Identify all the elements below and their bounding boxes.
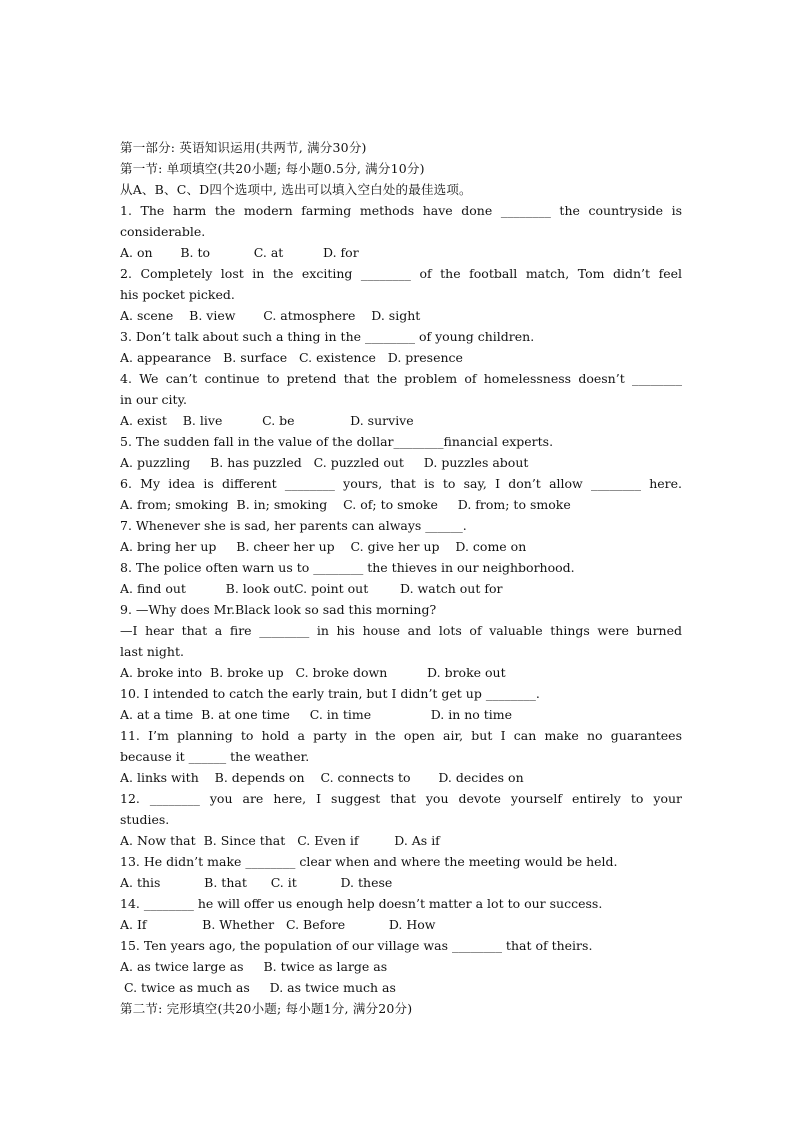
question-6-text: 6. My idea is different ________ yours, that is to say, I don’t allow ________ here. — [120, 476, 682, 491]
question-2-text-cont: his pocket picked. — [120, 287, 235, 302]
question-11-text-cont: because it ______ the weather. — [120, 749, 310, 764]
question-3-text: 3. Don’t talk about such a thing in the ________ of young children. — [120, 329, 535, 344]
part-one-heading: 第一部分: 英语知识运用(共两节, 满分30分) — [120, 140, 367, 155]
question-15-text: 15. Ten years ago, the population of our village was ________ that of theirs. — [120, 938, 593, 953]
question-8-options: A. find out B. look outC. point out D. watch out for — [120, 581, 503, 596]
question-10-text: 10. I intended to catch the early train, but I didn’t get up ________. — [120, 686, 540, 701]
question-9-text-cont: —I hear that a fire ________ in his house and lots of valuable things were burned — [120, 623, 682, 638]
question-1-text: 1. The harm the modern farming methods have done ________ the countryside is — [120, 203, 682, 218]
question-5-options: A. puzzling B. has puzzled C. puzzled out D. puzzles about — [120, 455, 529, 470]
question-7-text: 7. Whenever she is sad, her parents can always ______. — [120, 518, 467, 533]
question-11-options: A. links with B. depends on C. connects to D. decides on — [120, 770, 524, 785]
question-15-options: A. as twice large as B. twice as large as — [120, 959, 388, 974]
question-12-text-cont: studies. — [120, 812, 170, 827]
question-11-text: 11. I’m planning to hold a party in the open air, but I can make no guarantees — [120, 728, 682, 743]
question-1-options: A. on B. to C. at D. for — [120, 245, 359, 260]
section-two-heading: 第二节: 完形填空(共20小题; 每小题1分, 满分20分) — [120, 1001, 413, 1016]
question-12-options: A. Now that B. Since that C. Even if D. As if — [120, 833, 440, 848]
question-9-text: 9. —Why does Mr.Black look so sad this morning? — [120, 602, 437, 617]
question-15-options-cont: C. twice as much as D. as twice much as — [120, 980, 396, 995]
question-13-text: 13. He didn’t make ________ clear when and where the meeting would be held. — [120, 854, 618, 869]
question-9-options: A. broke into B. broke up C. broke down D. broke out — [120, 665, 506, 680]
section-one-instructions: 从A、B、C、D四个选项中, 选出可以填入空白处的最佳选项。 — [120, 182, 472, 197]
question-4-text: 4. We can’t continue to pretend that the problem of homelessness doesn’t ________ — [120, 371, 682, 386]
question-13-options: A. this B. that C. it D. these — [120, 875, 393, 890]
question-14-text: 14. ________ he will offer us enough help doesn’t matter a lot to our success. — [120, 896, 603, 911]
section-one-heading: 第一节: 单项填空(共20小题; 每小题0.5分, 满分10分) — [120, 161, 425, 176]
question-2-options: A. scene B. view C. atmosphere D. sight — [120, 308, 421, 323]
question-12-text: 12. ________ you are here, I suggest that you devote yourself entirely to your — [120, 791, 682, 806]
question-14-options: A. If B. Whether C. Before D. How — [120, 917, 436, 932]
question-1-text-cont: considerable. — [120, 224, 206, 239]
question-6-options: A. from; smoking B. in; smoking C. of; to smoke D. from; to smoke — [120, 497, 571, 512]
question-9-text-cont-2: last night. — [120, 644, 184, 659]
question-5-text: 5. The sudden fall in the value of the dollar________financial experts. — [120, 434, 554, 449]
question-4-options: A. exist B. live C. be D. survive — [120, 413, 414, 428]
question-10-options: A. at a time B. at one time C. in time D. in no time — [120, 707, 513, 722]
question-4-text-cont: in our city. — [120, 392, 187, 407]
exam-page — [120, 137, 682, 1019]
question-2-text: 2. Completely lost in the exciting ________ of the football match, Tom didn’t feel — [120, 266, 682, 281]
question-7-options: A. bring her up B. cheer her up C. give her up D. come on — [120, 539, 527, 554]
question-3-options: A. appearance B. surface C. existence D. presence — [120, 350, 463, 365]
question-8-text: 8. The police often warn us to ________ the thieves in our neighborhood. — [120, 560, 575, 575]
